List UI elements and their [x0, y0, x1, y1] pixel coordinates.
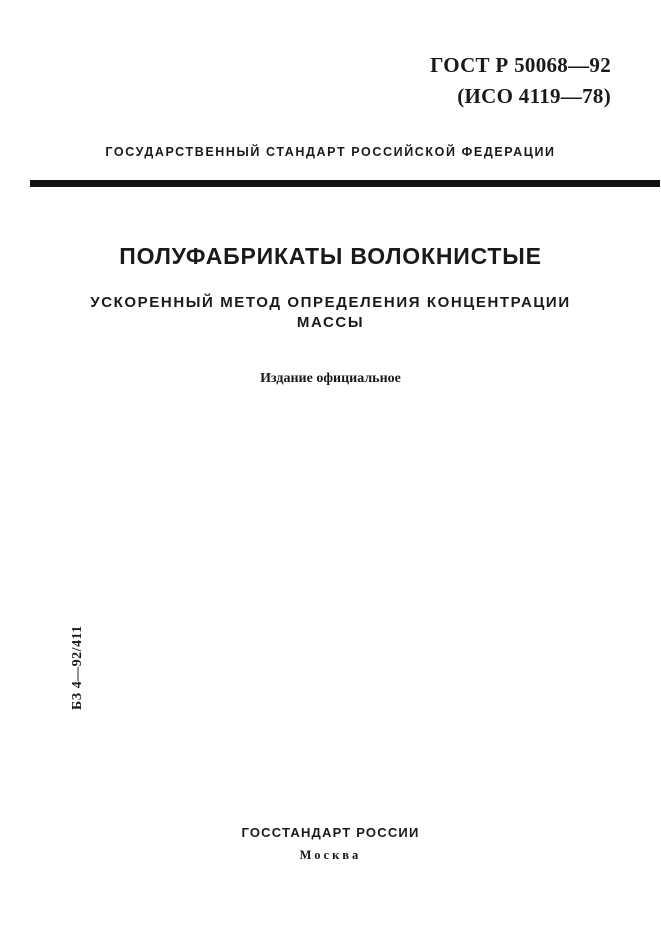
document-codes: [430, 50, 611, 112]
publisher-city: Москва: [299, 848, 362, 862]
side-catalog-code: БЗ 4—92/411: [70, 625, 85, 710]
publisher-name: ГОССТАНДАРТ РОССИИ: [241, 825, 420, 840]
subtitle-line-2: МАССЫ: [296, 314, 365, 331]
subtitle-line-1: УСКОРЕННЫЙ МЕТОД ОПРЕДЕЛЕНИЯ КОНЦЕНТРАЦИИ: [90, 294, 571, 311]
iso-code: (ИСО 4119—78): [457, 84, 611, 108]
document-title: ПОЛУФАБРИКАТЫ ВОЛОКНИСТЫЕ: [119, 243, 542, 269]
gost-code: ГОСТ Р 50068—92: [430, 53, 611, 77]
document-subtitle: [0, 293, 661, 333]
edition-label: Издание официальное: [260, 371, 401, 386]
header-divider: [30, 180, 660, 187]
standard-name: ГОСУДАРСТВЕННЫЙ СТАНДАРТ РОССИЙСКОЙ ФЕДЕРАЦИИ: [105, 145, 556, 159]
